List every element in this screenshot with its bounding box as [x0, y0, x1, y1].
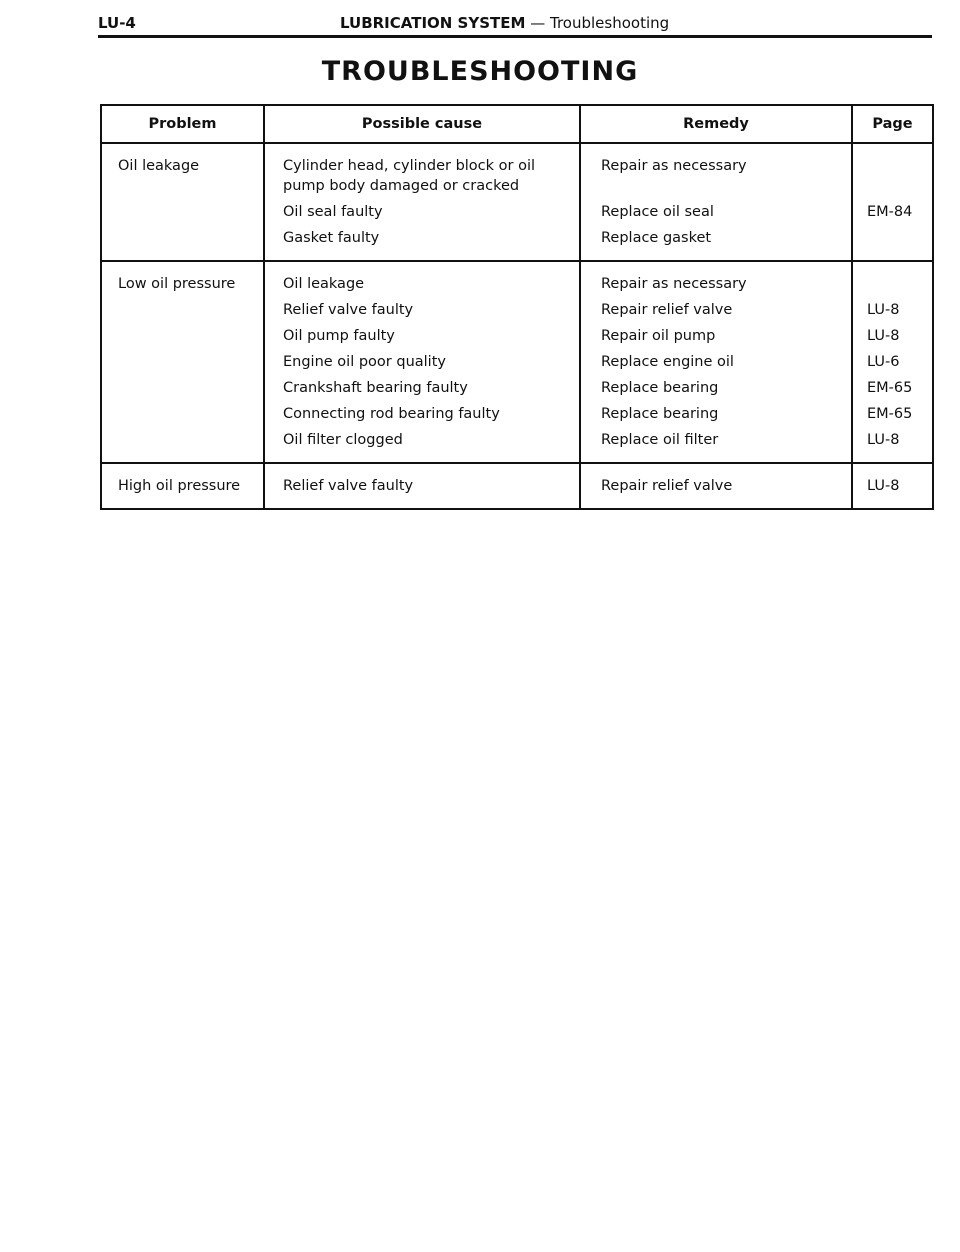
table-header-row: [101, 105, 933, 143]
page-ref: LU-8: [867, 328, 900, 344]
running-header-subsection: Troubleshooting: [550, 14, 670, 32]
cause-cell: [264, 463, 580, 509]
page-ref: [867, 156, 922, 196]
cause-text: Relief valve faulty: [283, 478, 414, 494]
page-cell: [852, 261, 933, 463]
remedy-text: Replace oil filter: [601, 432, 719, 448]
running-header: [340, 14, 669, 32]
header-rule: [98, 35, 932, 38]
column-header-remedy: Remedy: [580, 105, 852, 143]
page-ref: EM-65: [867, 406, 913, 422]
problem-text: Low oil pressure: [118, 276, 236, 292]
cause-cell: [264, 261, 580, 463]
problem-cell: [101, 261, 264, 463]
page-ref: LU-8: [867, 478, 900, 494]
table-row-oil-leakage: [101, 143, 933, 261]
table-row-low-oil-pressure: [101, 261, 933, 463]
column-header-problem: Problem: [101, 105, 264, 143]
troubleshooting-table: [100, 104, 934, 510]
remedy-text: Replace bearing: [601, 406, 719, 422]
remedy-text: Replace oil seal: [601, 204, 714, 220]
table-row-high-oil-pressure: [101, 463, 933, 509]
column-header-page: Page: [852, 105, 933, 143]
remedy-text: Repair as necessary: [601, 276, 747, 292]
cause-text: Relief valve faulty: [283, 302, 414, 318]
cause-text: Gasket faulty: [283, 230, 380, 246]
cause-text: Oil leakage: [283, 276, 365, 292]
cause-text: Oil pump faulty: [283, 328, 395, 344]
remedy-text: Repair relief valve: [601, 478, 733, 494]
page-code: LU-4: [98, 14, 136, 32]
page-ref: [867, 274, 922, 294]
page-ref: LU-6: [867, 354, 900, 370]
remedy-text: Repair oil pump: [601, 328, 716, 344]
cause-text: Cylinder head, cylinder block or oil pump body damaged or cracked: [283, 158, 536, 194]
page-ref: EM-84: [867, 204, 913, 220]
cause-cell: [264, 143, 580, 261]
page-ref: LU-8: [867, 432, 900, 448]
problem-cell: [101, 143, 264, 261]
remedy-text: Replace gasket: [601, 230, 712, 246]
cause-text: Oil filter clogged: [283, 432, 403, 448]
remedy-cell: [580, 463, 852, 509]
page-ref: EM-65: [867, 380, 913, 396]
page-cell: [852, 463, 933, 509]
problem-cell: [101, 463, 264, 509]
remedy-cell: [580, 261, 852, 463]
problem-text: High oil pressure: [118, 478, 241, 494]
remedy-text: Replace bearing: [601, 380, 719, 396]
remedy-text: Replace engine oil: [601, 354, 734, 370]
remedy-cell: [580, 143, 852, 261]
running-header-dash: —: [530, 14, 550, 32]
remedy-text: Repair as necessary: [601, 158, 747, 174]
page-cell: [852, 143, 933, 261]
running-header-section: LUBRICATION SYSTEM: [340, 14, 526, 32]
cause-text: Crankshaft bearing faulty: [283, 380, 468, 396]
page-title: TROUBLESHOOTING: [321, 56, 639, 87]
cause-text: Engine oil poor quality: [283, 354, 446, 370]
cause-text: Connecting rod bearing faulty: [283, 406, 500, 422]
page-ref: LU-8: [867, 302, 900, 318]
problem-text: Oil leakage: [118, 158, 200, 174]
remedy-text: Repair relief valve: [601, 302, 733, 318]
column-header-cause: Possible cause: [264, 105, 580, 143]
cause-text: Oil seal faulty: [283, 204, 383, 220]
